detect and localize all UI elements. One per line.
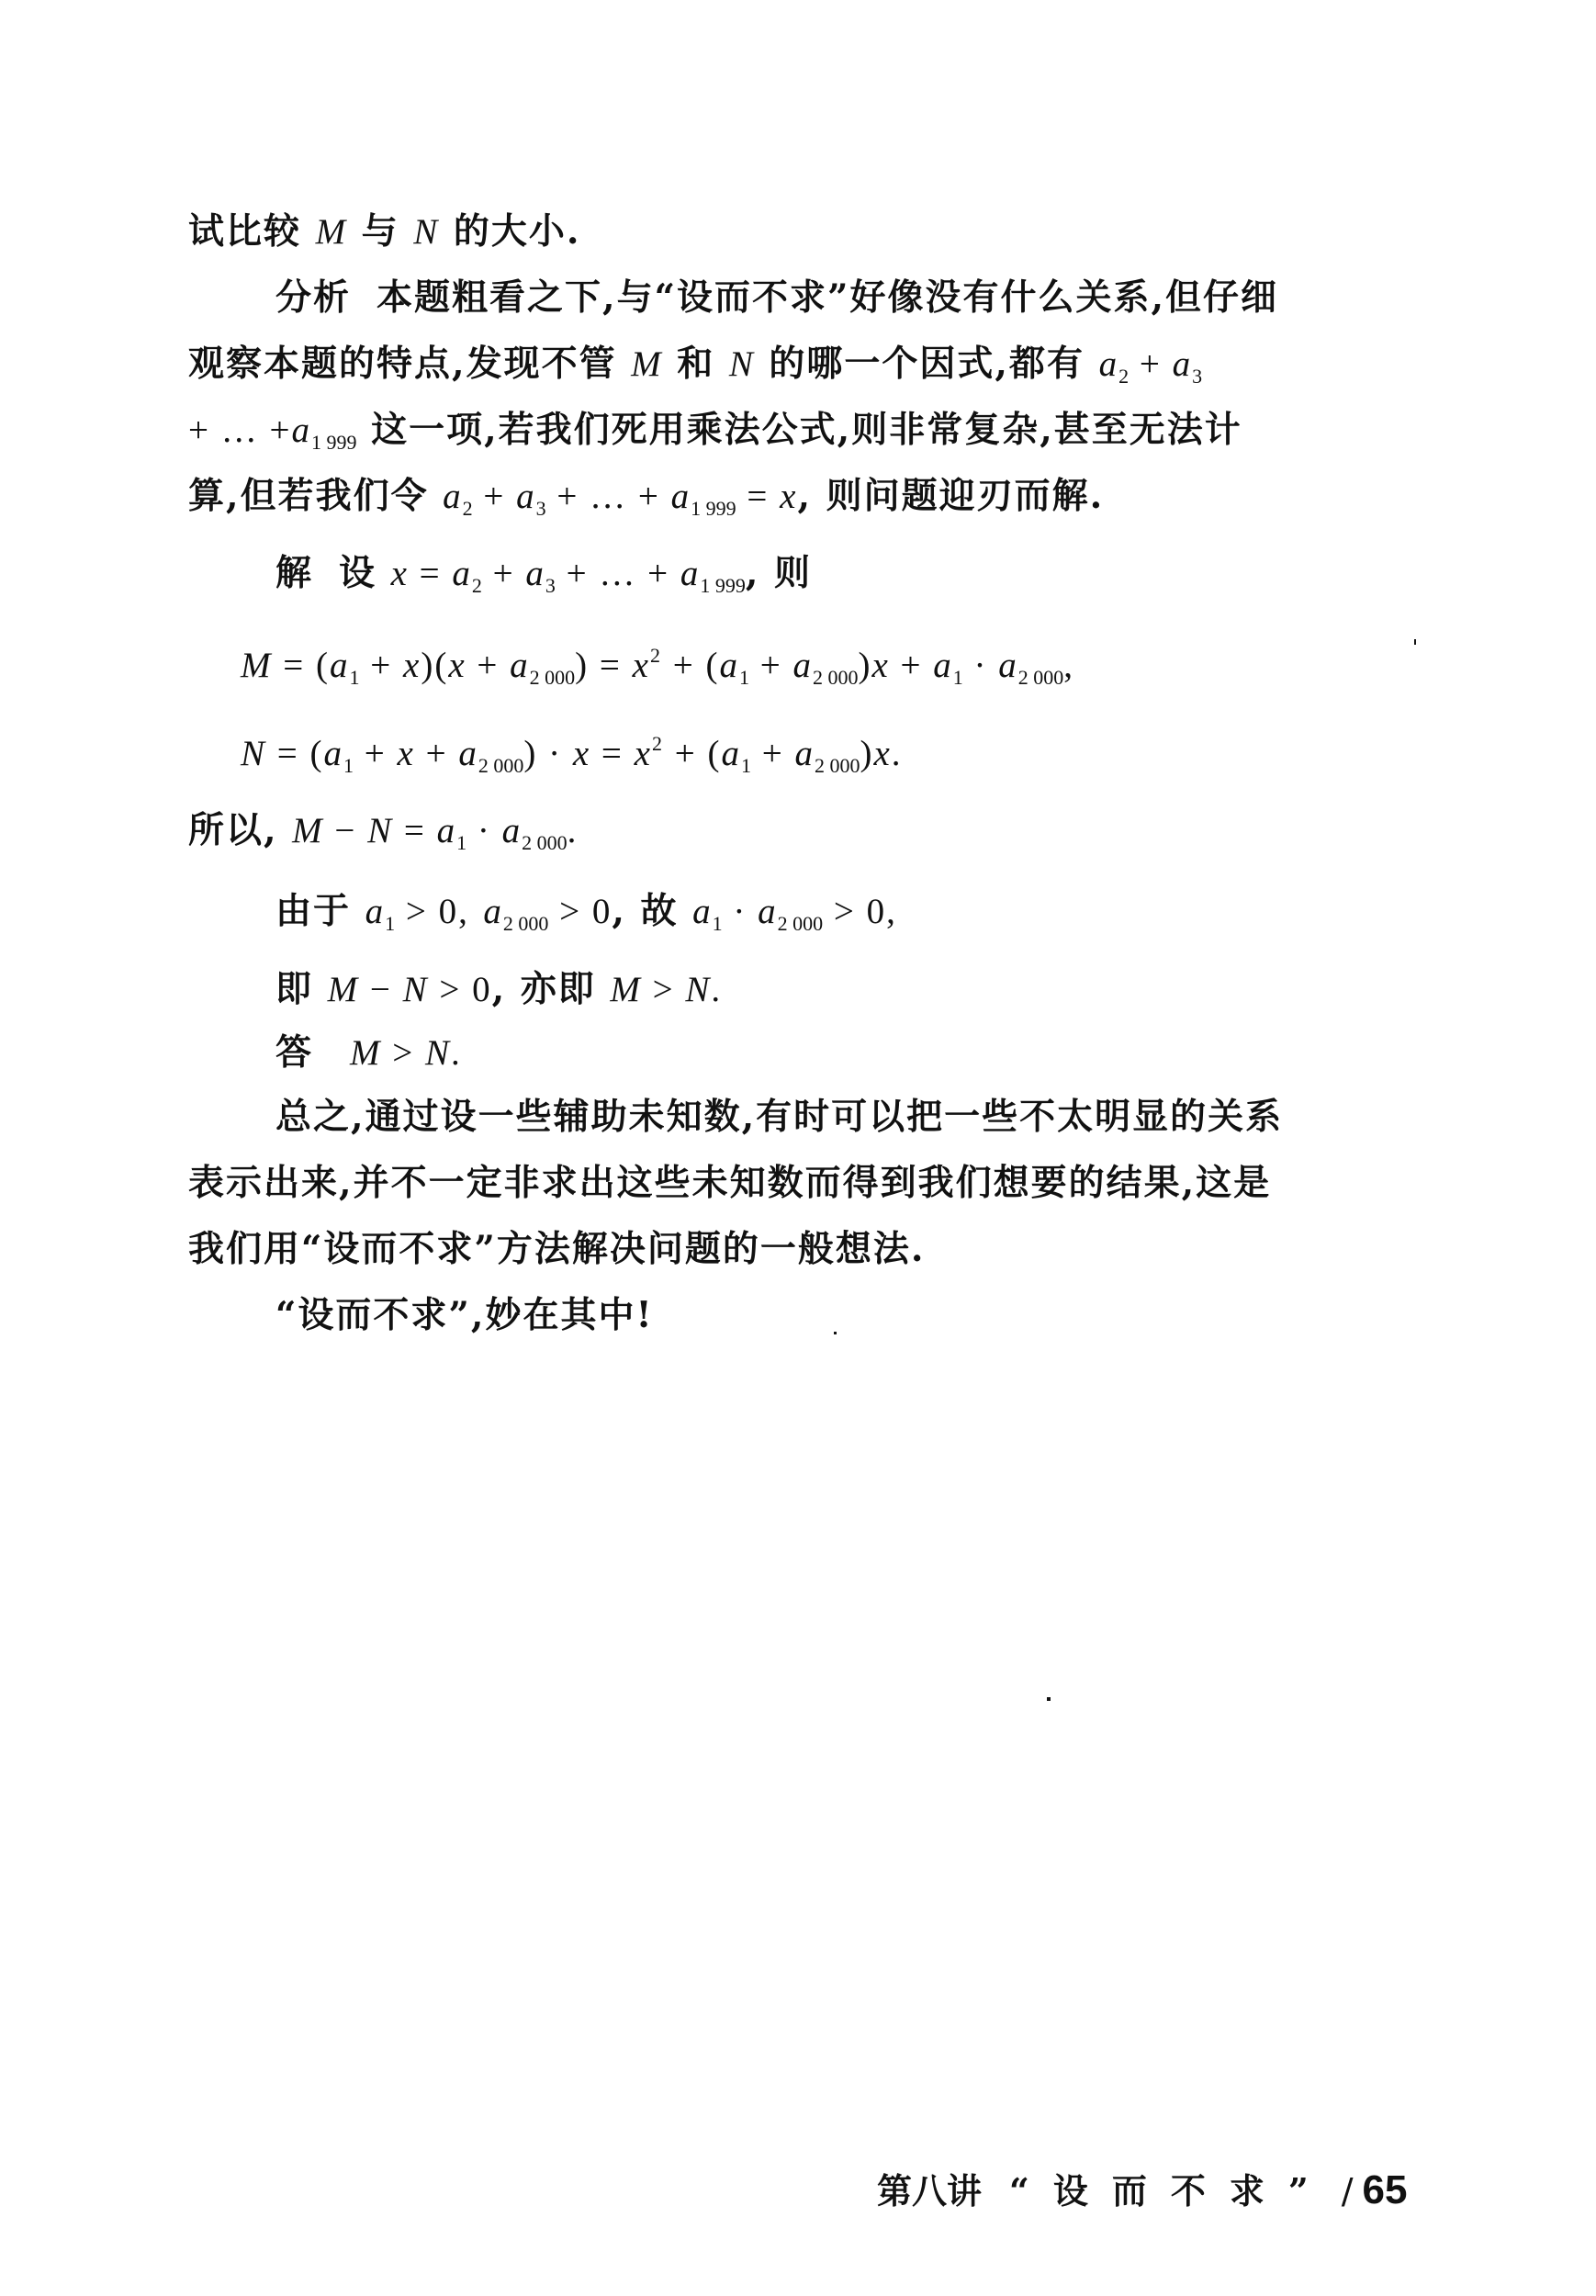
math-var-M: M: [292, 811, 324, 850]
math-var-M: M: [610, 970, 642, 1009]
math-var: a: [792, 646, 813, 685]
math-var: x: [403, 646, 421, 685]
subscript: 3: [535, 497, 546, 520]
subscript: 1: [385, 912, 396, 935]
math-var-N: N: [241, 734, 267, 773]
operator: =: [272, 646, 316, 685]
math-var-N: N: [402, 970, 429, 1009]
operator: +: [889, 646, 934, 685]
text: 表示出来,并不一定非求出这些未知数而得到我们想要的结果,这是: [188, 1162, 1272, 1204]
subscript: 2 000: [502, 912, 549, 935]
chapter-title: “设而不求”: [1009, 2170, 1332, 2212]
math-var: a: [721, 734, 741, 773]
subscript: 1: [712, 912, 723, 935]
summary-line-3: [188, 1227, 925, 1271]
subscript: 2 000: [814, 754, 860, 777]
operator: =: [266, 734, 310, 773]
math-var: a: [998, 646, 1018, 685]
math-var-M: M: [315, 212, 348, 252]
punct: .: [567, 811, 579, 850]
operator: ·: [466, 811, 502, 850]
analysis-line-4: [188, 474, 1104, 531]
subscript: 1: [740, 754, 751, 777]
operator: +: [481, 554, 526, 593]
math-var: a: [291, 411, 311, 450]
operator: +: [269, 411, 292, 450]
operator: >: [823, 892, 867, 931]
math-var: x: [634, 734, 652, 773]
summary-line-2: [188, 1161, 1271, 1205]
operator: ·: [962, 646, 999, 685]
math-var: a: [443, 477, 463, 516]
math-var: a: [516, 477, 536, 516]
scan-speck: [1047, 1697, 1051, 1701]
text: 算,但若我们令: [188, 475, 444, 517]
subscript: 3: [1192, 365, 1203, 388]
text: , 故: [612, 890, 693, 932]
subscript: 2 000: [529, 666, 576, 689]
math-var: a: [330, 646, 350, 685]
conclusion-line: [275, 967, 722, 1012]
positivity-line: [275, 889, 897, 946]
operator: +: [750, 734, 795, 773]
number: 0: [472, 970, 492, 1009]
math-var-N: N: [425, 1033, 452, 1073]
subscript: 2: [1118, 365, 1130, 388]
operator: +: [647, 554, 680, 593]
paren: ): [858, 646, 872, 685]
ellipsis: …: [210, 411, 270, 450]
paren: (: [434, 646, 449, 685]
operator: +: [472, 477, 517, 516]
operator: +: [354, 734, 398, 773]
answer-label: 答: [275, 1031, 314, 1074]
text: , 则问题迎刃而解.: [797, 475, 1105, 517]
subscript: 3: [545, 574, 556, 597]
math-var: a: [1098, 344, 1119, 384]
page-number: 65: [1362, 2167, 1408, 2212]
operator: +: [661, 646, 706, 685]
subscript: 2 000: [777, 912, 824, 935]
operator: +: [359, 646, 403, 685]
math-var-N: N: [367, 811, 394, 850]
operator: +: [1129, 344, 1173, 384]
math-var: a: [692, 892, 713, 931]
text: , 则: [745, 552, 813, 594]
operator: ·: [537, 734, 573, 773]
math-var: x: [448, 646, 466, 685]
text: 总之,通过设一些辅助未知数,有时可以把一些不太明显的关系: [275, 1096, 1284, 1138]
operator: =: [393, 811, 437, 850]
answer-line: [275, 1030, 462, 1075]
math-var: x: [632, 646, 650, 685]
ellipsis: …: [599, 554, 648, 593]
subscript: 2 000: [812, 666, 859, 689]
punct: ,: [886, 892, 897, 931]
operator: −: [359, 970, 403, 1009]
math-var: a: [510, 646, 530, 685]
math-var: a: [458, 734, 478, 773]
paren: ): [421, 646, 435, 685]
punct: .: [711, 970, 723, 1009]
summary-line-1: [275, 1095, 1283, 1139]
text: 由于: [275, 890, 365, 932]
operator: >: [395, 892, 439, 931]
math-var: a: [670, 477, 691, 516]
operator: +: [188, 411, 210, 450]
text: , 亦即: [491, 968, 611, 1010]
paren: (: [316, 646, 330, 685]
paren: ): [575, 646, 590, 685]
operator: >: [548, 892, 592, 931]
scan-speck: [1414, 639, 1416, 645]
math-var: x: [572, 734, 591, 773]
text: 所以,: [188, 809, 293, 851]
operator: −: [323, 811, 368, 850]
text: 本题粗看之下,与“设而不求”好像没有什么关系,但仔细: [377, 276, 1279, 319]
number: 0: [438, 892, 459, 931]
paren: ): [860, 734, 874, 773]
scan-speck: [834, 1332, 837, 1334]
subscript: 2: [471, 574, 482, 597]
footer-separator: /: [1341, 2171, 1354, 2212]
math-var: x: [871, 646, 890, 685]
number: 0: [866, 892, 887, 931]
subscript: 1 999: [311, 431, 357, 454]
ellipsis: …: [590, 477, 638, 516]
subscript: 1: [738, 666, 749, 689]
text: 我们用“设而不求”方法解决问题的一般想法.: [188, 1228, 926, 1270]
math-var: a: [758, 892, 778, 931]
subscript: 1: [456, 831, 467, 854]
subscript: 2 000: [1017, 666, 1064, 689]
paren: (: [707, 734, 722, 773]
punct: ,: [1063, 646, 1074, 685]
paren: (: [705, 646, 720, 685]
operator: +: [555, 554, 600, 593]
operator: >: [381, 1033, 426, 1073]
equation-N: [241, 722, 903, 788]
math-var: a: [525, 554, 545, 593]
math-var-M: M: [327, 970, 360, 1009]
math-var: a: [933, 646, 953, 685]
math-var: a: [1172, 344, 1193, 384]
operator: =: [590, 734, 635, 773]
operator: =: [589, 646, 633, 685]
math-var-M: M: [631, 344, 663, 384]
operator: =: [736, 477, 781, 516]
math-var: a: [794, 734, 815, 773]
analysis-line-1: [275, 276, 1278, 320]
equation-M: [241, 634, 1074, 700]
paren: ): [523, 734, 538, 773]
difference-line: [188, 808, 578, 865]
punct: ,: [458, 892, 469, 931]
superscript: 2: [649, 644, 662, 667]
operator: >: [641, 970, 686, 1009]
math-var: x: [390, 554, 409, 593]
superscript: 2: [651, 732, 664, 755]
text: 和: [662, 343, 729, 385]
operator: +: [466, 646, 511, 685]
text: 的大小.: [439, 210, 581, 253]
analysis-line-2: [188, 342, 1202, 399]
punct: .: [891, 734, 903, 773]
solution-label: 解: [275, 552, 314, 594]
text: 观察本题的特点,发现不管: [188, 343, 632, 385]
math-var: a: [501, 811, 523, 850]
text: 的哪一个因式,都有: [754, 343, 1099, 385]
subscript: 2: [462, 497, 473, 520]
operator: ·: [722, 892, 759, 931]
math-var: x: [397, 734, 415, 773]
page-footer: [877, 2163, 1408, 2213]
subscript: 2 000: [478, 754, 524, 777]
solution-line-1: [275, 551, 812, 608]
subscript: 2 000: [522, 831, 568, 854]
text: 即: [275, 968, 328, 1010]
text: 这一项,若我们死用乘法公式,则非常复杂,甚至无法计: [356, 409, 1242, 451]
number: 0: [591, 892, 613, 931]
problem-statement-line: [188, 209, 580, 254]
text: “设而不求”,妙在其中!: [275, 1294, 654, 1336]
operator: +: [637, 477, 671, 516]
closing-line: [275, 1293, 654, 1337]
text: 试比较: [188, 210, 316, 253]
operator: +: [663, 734, 708, 773]
math-var: a: [680, 554, 701, 593]
chapter-label: 第八讲: [877, 2171, 983, 2212]
text: 与: [347, 210, 414, 253]
operator: >: [428, 970, 473, 1009]
math-var-N: N: [728, 344, 755, 384]
subscript: 1 999: [700, 574, 746, 597]
math-var: a: [719, 646, 739, 685]
math-var: x: [780, 477, 798, 516]
analysis-line-3: [188, 408, 1242, 465]
operator: +: [748, 646, 793, 685]
punct: .: [451, 1033, 462, 1073]
math-var: a: [436, 811, 457, 850]
math-var: a: [323, 734, 344, 773]
paren: (: [309, 734, 324, 773]
math-var: a: [483, 892, 503, 931]
math-var: x: [873, 734, 892, 773]
subscript: 1: [349, 666, 360, 689]
math-var-M: M: [350, 1033, 382, 1073]
subscript: 1: [952, 666, 963, 689]
math-var-M: M: [241, 646, 273, 685]
text: 设: [339, 552, 391, 594]
math-var: a: [452, 554, 472, 593]
operator: +: [545, 477, 590, 516]
analysis-label: 分析: [275, 276, 352, 319]
subscript: 1 999: [691, 497, 736, 520]
operator: =: [408, 554, 453, 593]
math-var-N: N: [413, 212, 440, 252]
subscript: 1: [343, 754, 354, 777]
operator: +: [414, 734, 459, 773]
math-var-N: N: [685, 970, 712, 1009]
math-var: a: [365, 892, 386, 931]
